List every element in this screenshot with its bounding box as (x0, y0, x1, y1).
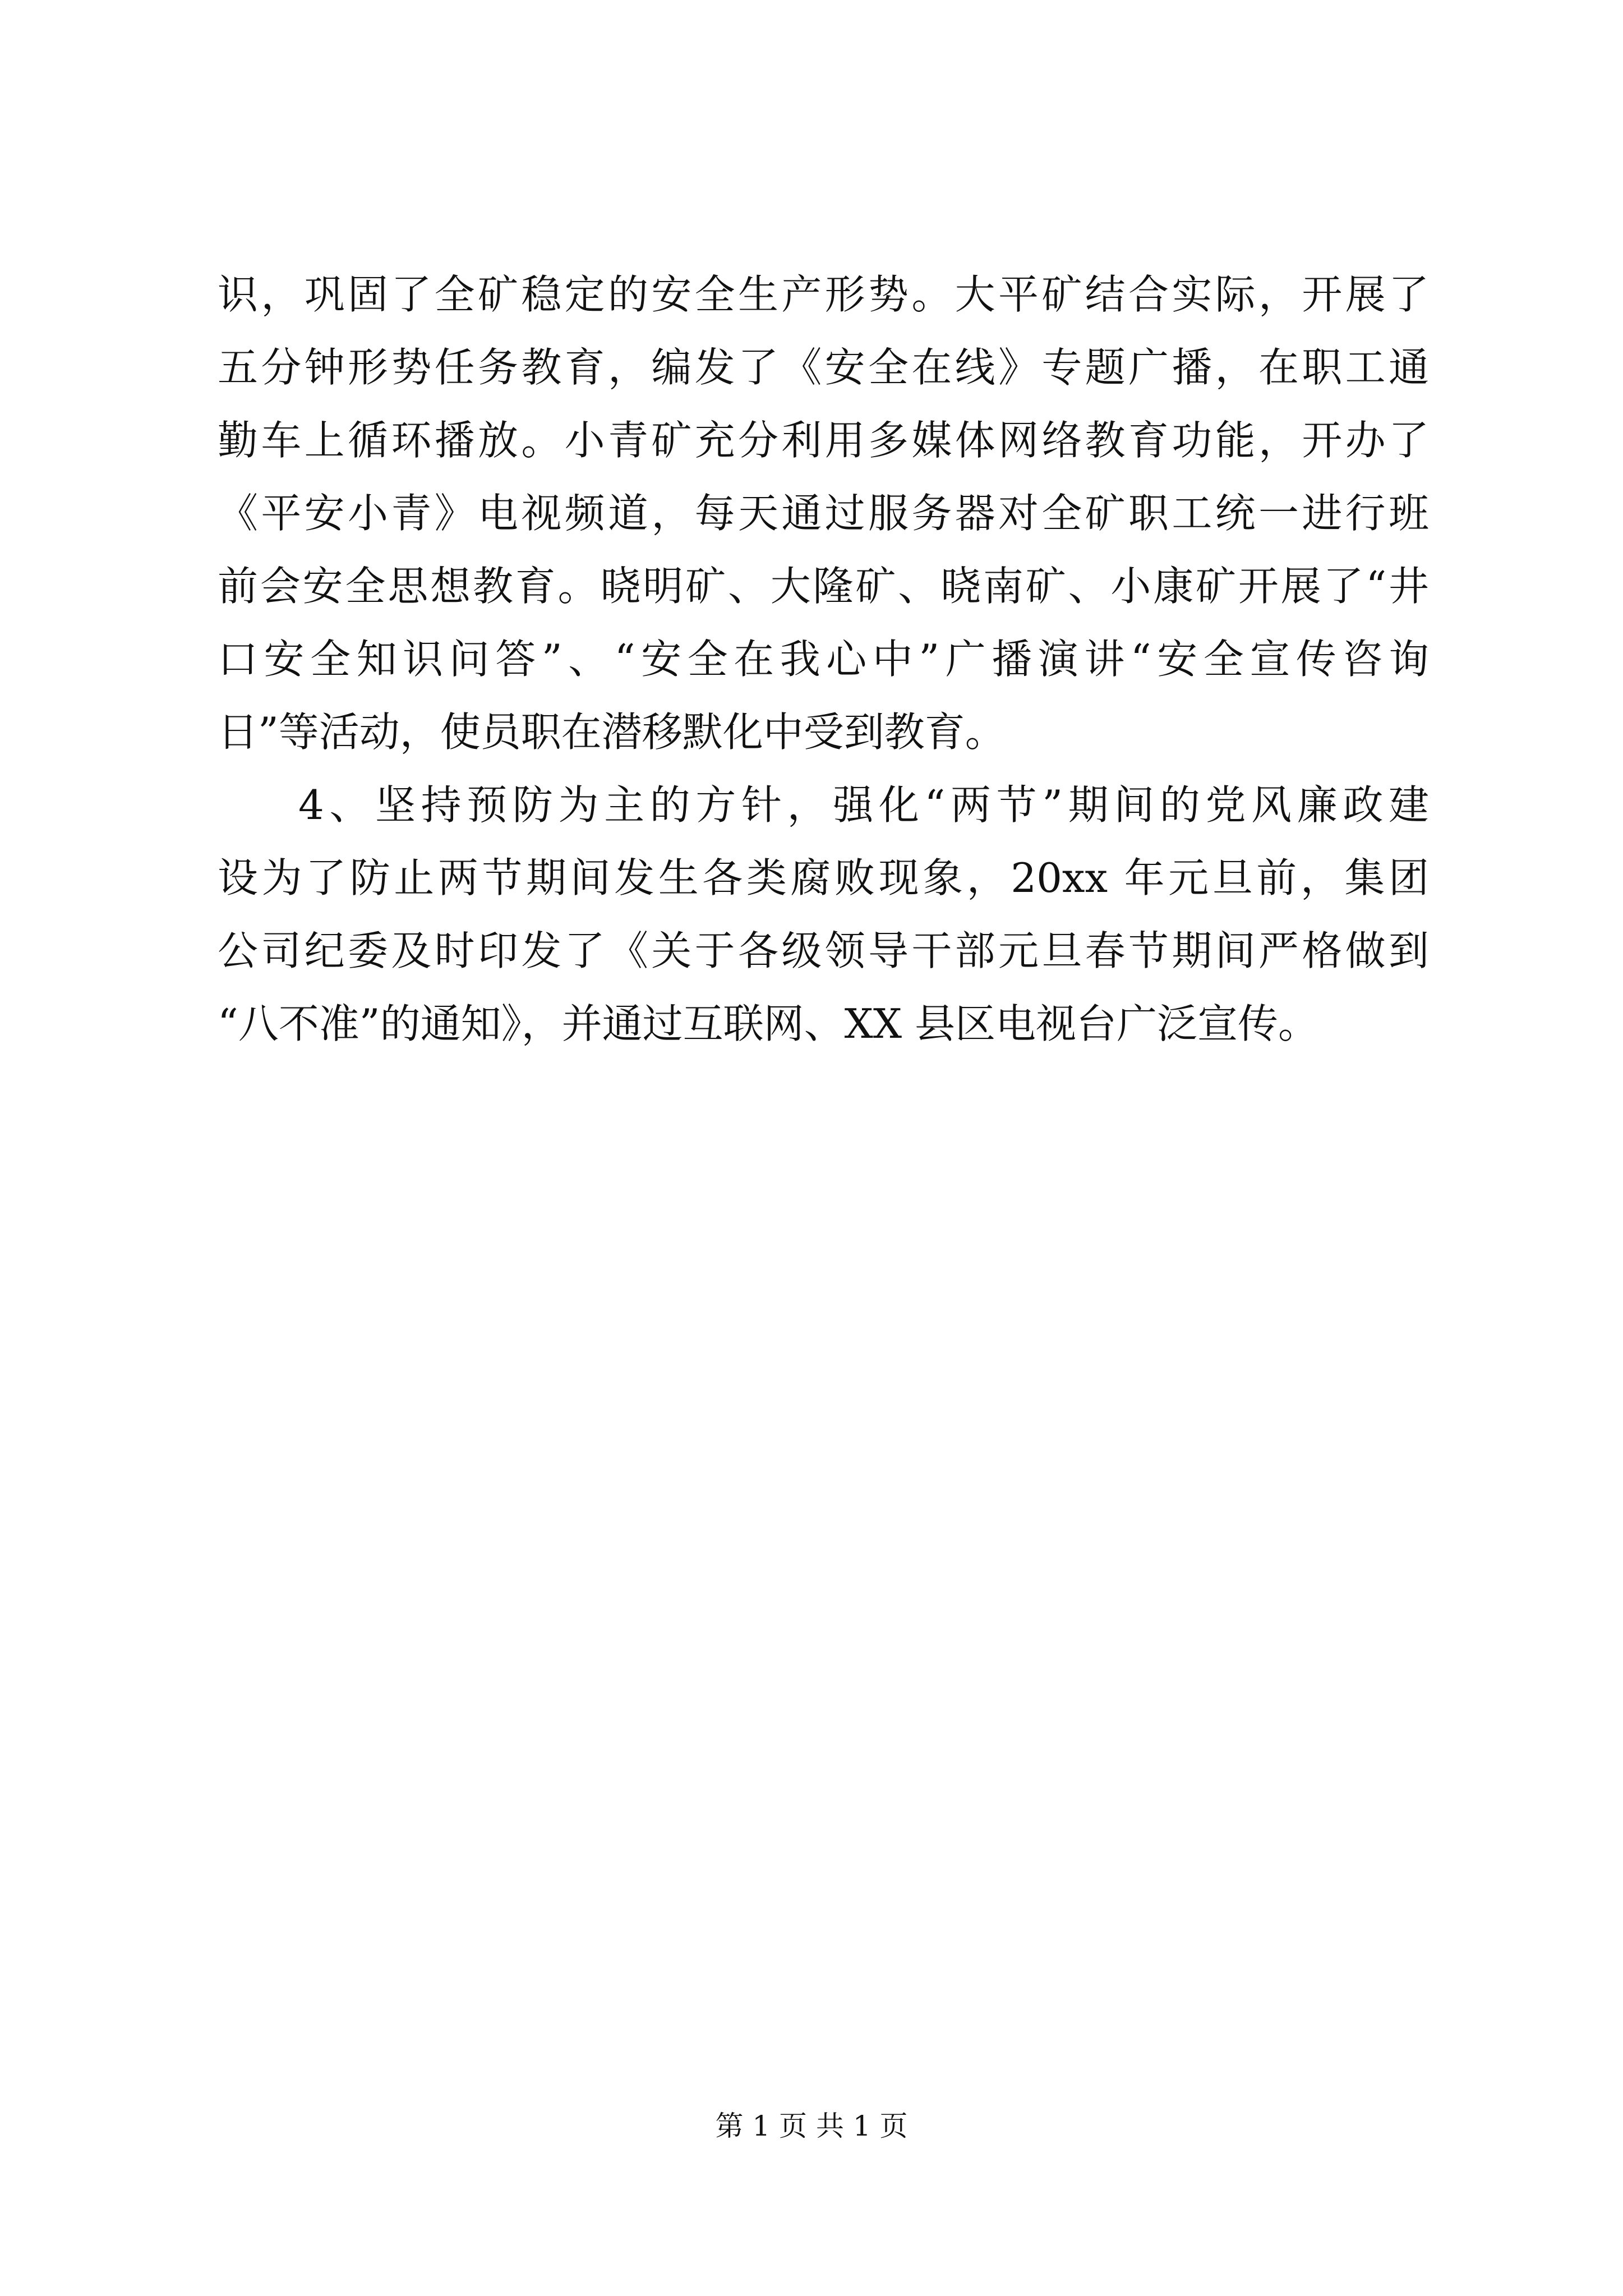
paragraph-line: 日”等活动，使员职在潜移默化中受到教育。 (218, 708, 1006, 756)
paragraph-line: 勤车上循环播放。小青矿充分利用多媒体网络教育功能，开办了 (218, 417, 1429, 464)
paragraph-line: 设为了防止两节期间发生各类腐败现象，20xx 年元旦前，集团 (218, 854, 1429, 901)
paragraph-line: 识，巩固了全矿稳定的安全生产形势。大平矿结合实际，开展了 (218, 271, 1429, 318)
paragraph-line: 口安全知识问答”、“安全在我心中”广播演讲“安全宣传咨询 (218, 636, 1429, 683)
document-body (218, 258, 1429, 1060)
paragraph-2 (218, 769, 1429, 1060)
paragraph-line: 《平安小青》电视频道，每天通过服务器对全矿职工统一进行班 (218, 490, 1429, 537)
paragraph-line: 公司纪委及时印发了《关于各级领导干部元旦春节期间严格做到 (218, 927, 1429, 974)
paragraph-1 (218, 258, 1429, 769)
paragraph-line: 前会安全思想教育。晓明矿、大隆矿、晓南矿、小康矿开展了“井 (218, 563, 1429, 610)
page-number-footer: 第 1 页 共 1 页 (715, 2110, 908, 2142)
paragraph-line: 五分钟形势任务教育，编发了《安全在线》专题广播，在职工通 (218, 344, 1429, 391)
paragraph-line: 4、坚持预防为主的方针，强化“两节”期间的党风廉政建 (298, 781, 1429, 829)
paragraph-line: “八不准”的通知》，并通过互联网、XX 县区电视台广泛宣传。 (218, 1000, 1319, 1047)
